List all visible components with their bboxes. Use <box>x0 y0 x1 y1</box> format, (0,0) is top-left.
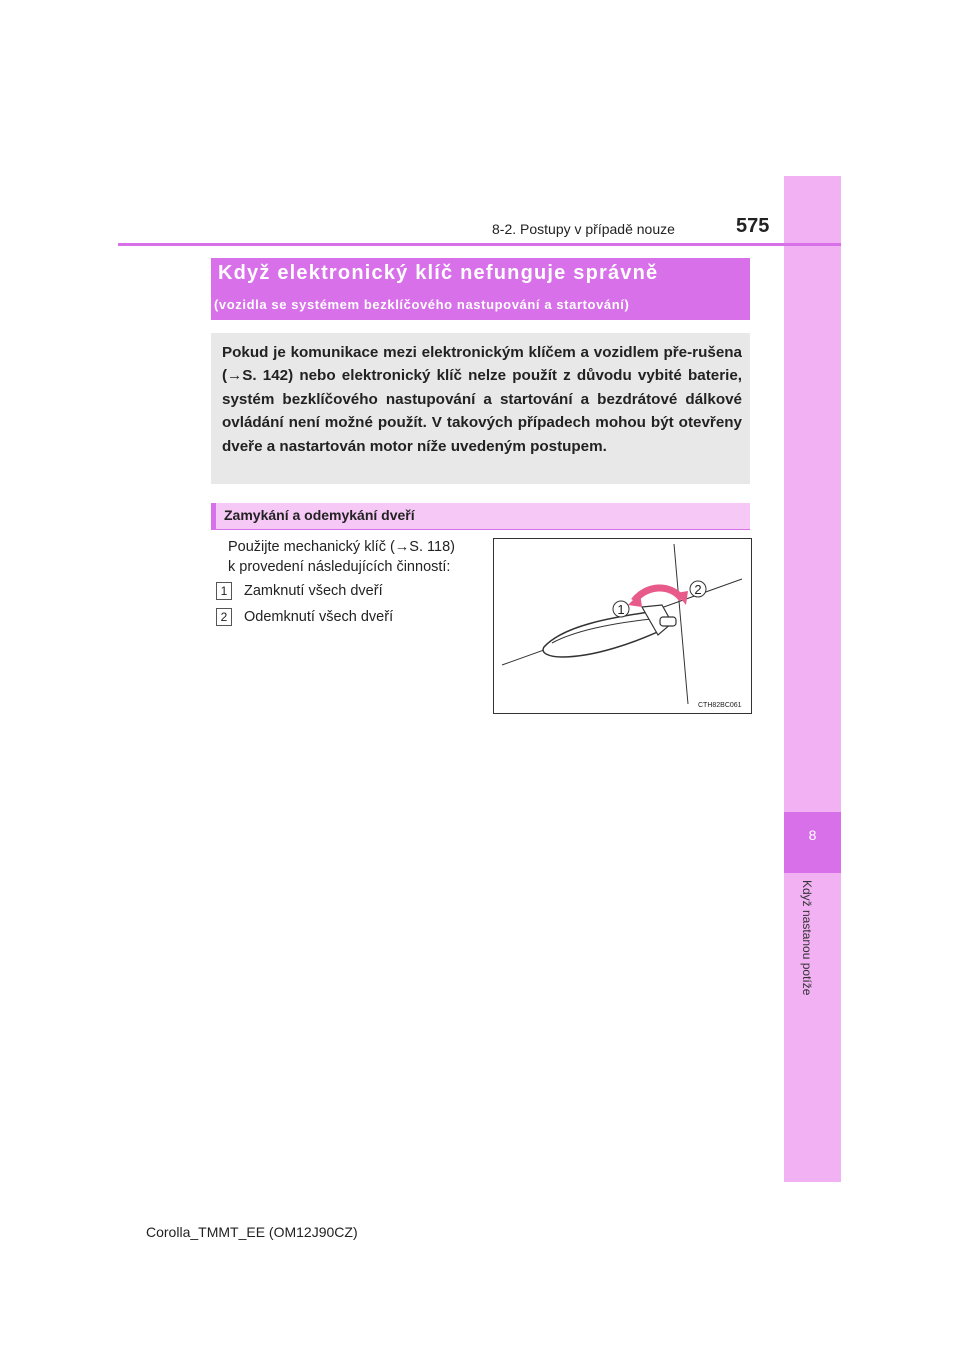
footer-doc-id: Corolla_TMMT_EE (OM12J90CZ) <box>146 1224 358 1240</box>
step-item-1 <box>216 582 383 600</box>
door-handle-drawing <box>494 539 751 713</box>
page-title: Když elektronický klíč nefunguje správně <box>218 262 659 284</box>
callout-2: 2 <box>694 582 702 597</box>
section-header: 8-2. Postupy v případě nouze <box>492 221 675 237</box>
body-line-1: Použijte mechanický klíč (→S. 118) <box>228 539 455 555</box>
rotation-arrow <box>634 588 682 601</box>
figure-code: CTH82BC061 <box>698 702 742 709</box>
page-number: 575 <box>736 215 770 237</box>
subheading-bar <box>211 503 216 530</box>
step-number-2: 2 <box>216 608 232 626</box>
callout-1: 1 <box>617 602 625 617</box>
page-subtitle: (vozidla se systémem bezklíčového nastupování a startování) <box>214 297 630 312</box>
subheading: Zamykání a odemykání dveří <box>224 507 415 523</box>
step-label-1: Zamknutí všech dveří <box>244 583 383 599</box>
intro-text: Pokud je komunikace mezi elektronickým klíčem a vozidlem pře-rušena (→S. 142) nebo elektronický klíč nelze použít z důvodu vybité baterie, systém bezklíčového nastupování a startování a bezdrátové dálkové ovládání není možné použít. V takových případech mohou být otevřeny dveře a nastartován motor níže uvedeným postupem. <box>222 344 742 455</box>
chapter-title: Když nastanou potíže <box>800 880 814 996</box>
header-rule <box>118 243 841 246</box>
body-paragraph <box>228 537 490 577</box>
body-line-2: k provedení následujících činností: <box>228 559 451 575</box>
key-cylinder <box>660 617 676 626</box>
chapter-number: 8 <box>808 827 817 843</box>
handle-outline <box>543 611 664 657</box>
chapter-title-vertical <box>800 880 824 1060</box>
step-label-2: Odemknutí všech dveří <box>244 609 394 625</box>
door-handle-illustration <box>493 538 752 714</box>
step-item-2 <box>216 608 393 626</box>
step-number-1: 1 <box>216 582 232 600</box>
